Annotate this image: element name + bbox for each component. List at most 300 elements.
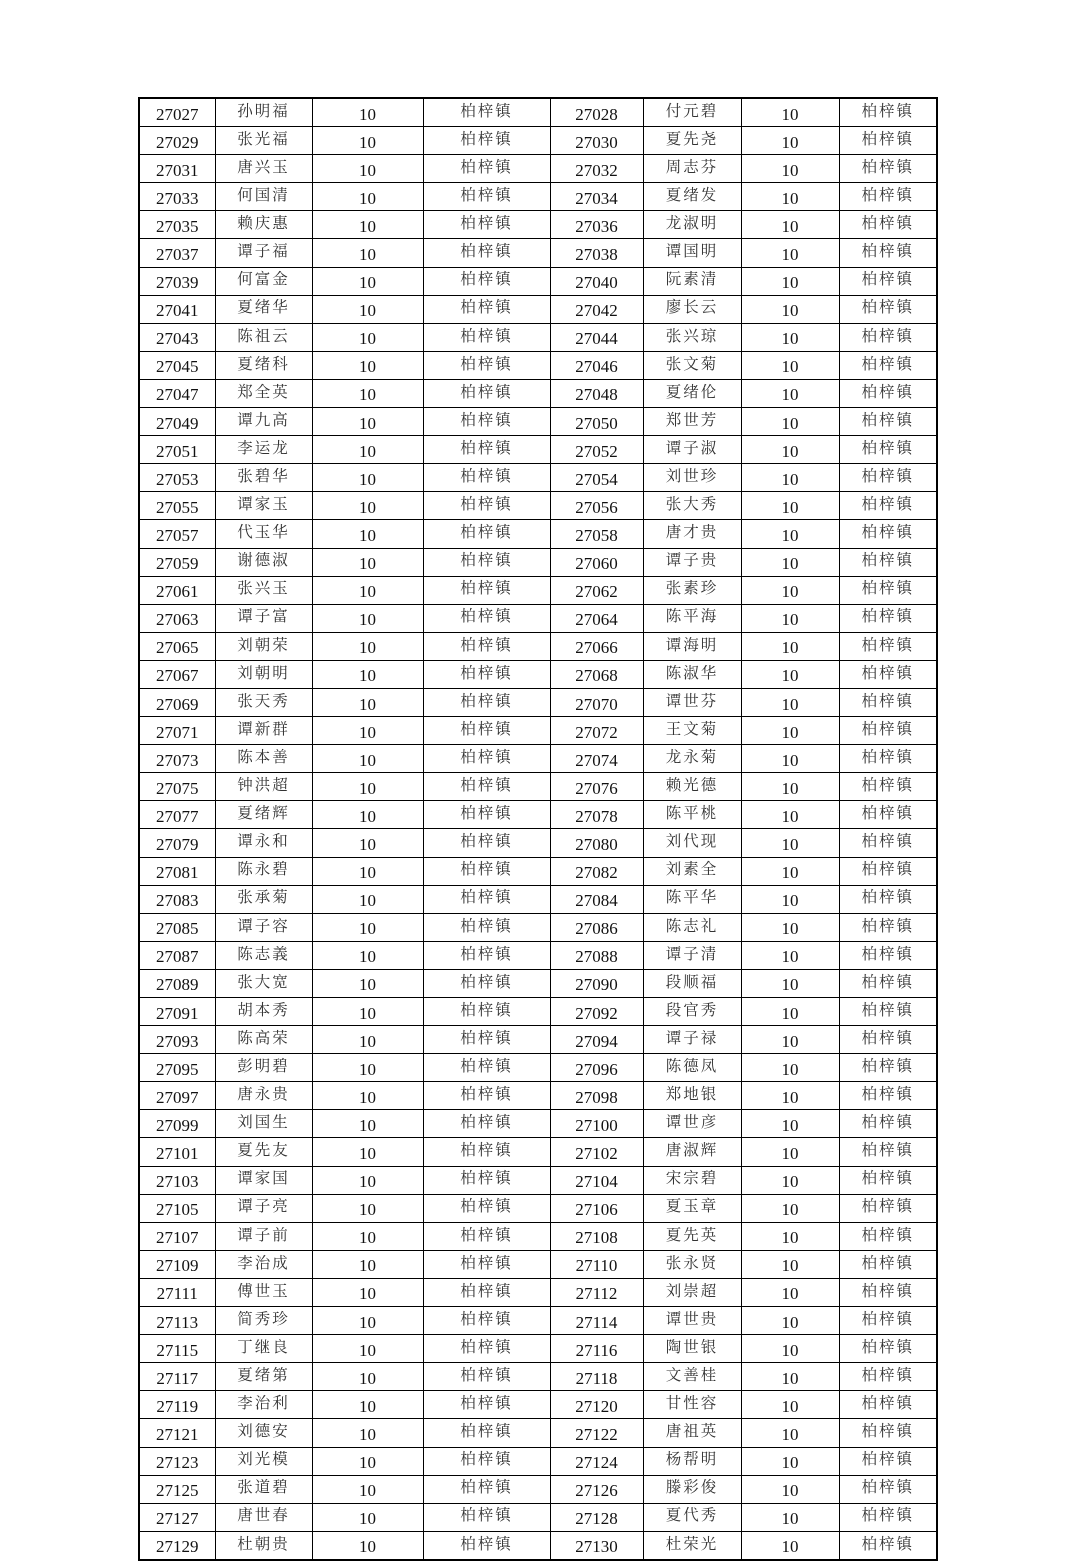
table-row bbox=[139, 1054, 937, 1082]
amount-cell: 10 bbox=[741, 660, 839, 688]
name-cell: 李治成 bbox=[215, 1250, 312, 1278]
town-cell: 柏梓镇 bbox=[423, 436, 550, 464]
table-row bbox=[139, 183, 937, 211]
id-cell: 27123 bbox=[139, 1447, 215, 1475]
id-cell: 27038 bbox=[550, 239, 643, 267]
name-cell: 张大宽 bbox=[215, 969, 312, 997]
name-cell: 何国清 bbox=[215, 183, 312, 211]
table-row bbox=[139, 1307, 937, 1335]
id-cell: 27128 bbox=[550, 1503, 643, 1531]
id-cell: 27099 bbox=[139, 1110, 215, 1138]
id-cell: 27115 bbox=[139, 1335, 215, 1363]
name-cell: 张道碧 bbox=[215, 1475, 312, 1503]
town-cell: 柏梓镇 bbox=[839, 1110, 937, 1138]
town-cell: 柏梓镇 bbox=[839, 520, 937, 548]
town-cell: 柏梓镇 bbox=[839, 1166, 937, 1194]
name-cell: 张光福 bbox=[215, 127, 312, 155]
name-cell: 杨帮明 bbox=[643, 1447, 741, 1475]
table-row bbox=[139, 239, 937, 267]
id-cell: 27079 bbox=[139, 829, 215, 857]
id-cell: 27120 bbox=[550, 1391, 643, 1419]
town-cell: 柏梓镇 bbox=[423, 773, 550, 801]
table-row bbox=[139, 408, 937, 436]
id-cell: 27101 bbox=[139, 1138, 215, 1166]
town-cell: 柏梓镇 bbox=[423, 604, 550, 632]
name-cell: 文善桂 bbox=[643, 1363, 741, 1391]
town-cell: 柏梓镇 bbox=[423, 998, 550, 1026]
id-cell: 27081 bbox=[139, 857, 215, 885]
town-cell: 柏梓镇 bbox=[839, 239, 937, 267]
amount-cell: 10 bbox=[741, 1194, 839, 1222]
id-cell: 27087 bbox=[139, 941, 215, 969]
name-cell: 刘代现 bbox=[643, 829, 741, 857]
id-cell: 27084 bbox=[550, 885, 643, 913]
town-cell: 柏梓镇 bbox=[423, 1447, 550, 1475]
town-cell: 柏梓镇 bbox=[423, 1363, 550, 1391]
name-cell: 彭明碧 bbox=[215, 1054, 312, 1082]
name-cell: 谭世贵 bbox=[643, 1307, 741, 1335]
amount-cell: 10 bbox=[741, 211, 839, 239]
id-cell: 27069 bbox=[139, 688, 215, 716]
id-cell: 27067 bbox=[139, 660, 215, 688]
amount-cell: 10 bbox=[312, 885, 423, 913]
id-cell: 27127 bbox=[139, 1503, 215, 1531]
town-cell: 柏梓镇 bbox=[839, 745, 937, 773]
name-cell: 谭子淑 bbox=[643, 436, 741, 464]
name-cell: 龙淑明 bbox=[643, 211, 741, 239]
name-cell: 钟洪超 bbox=[215, 773, 312, 801]
table-row bbox=[139, 857, 937, 885]
name-cell: 张大秀 bbox=[643, 492, 741, 520]
name-cell: 唐才贵 bbox=[643, 520, 741, 548]
id-cell: 27091 bbox=[139, 998, 215, 1026]
id-cell: 27062 bbox=[550, 576, 643, 604]
id-cell: 27124 bbox=[550, 1447, 643, 1475]
town-cell: 柏梓镇 bbox=[839, 717, 937, 745]
name-cell: 谭子前 bbox=[215, 1222, 312, 1250]
id-cell: 27094 bbox=[550, 1026, 643, 1054]
name-cell: 刘国生 bbox=[215, 1110, 312, 1138]
table-row bbox=[139, 745, 937, 773]
town-cell: 柏梓镇 bbox=[839, 379, 937, 407]
town-cell: 柏梓镇 bbox=[839, 408, 937, 436]
name-cell: 夏绪科 bbox=[215, 351, 312, 379]
amount-cell: 10 bbox=[741, 857, 839, 885]
town-cell: 柏梓镇 bbox=[423, 1475, 550, 1503]
name-cell: 夏代秀 bbox=[643, 1503, 741, 1531]
name-cell: 夏绪华 bbox=[215, 295, 312, 323]
name-cell: 陈祖云 bbox=[215, 323, 312, 351]
town-cell: 柏梓镇 bbox=[423, 688, 550, 716]
town-cell: 柏梓镇 bbox=[423, 801, 550, 829]
town-cell: 柏梓镇 bbox=[839, 155, 937, 183]
id-cell: 27040 bbox=[550, 267, 643, 295]
amount-cell: 10 bbox=[312, 688, 423, 716]
name-cell: 陈平华 bbox=[643, 885, 741, 913]
town-cell: 柏梓镇 bbox=[423, 520, 550, 548]
town-cell: 柏梓镇 bbox=[839, 1054, 937, 1082]
amount-cell: 10 bbox=[741, 239, 839, 267]
id-cell: 27108 bbox=[550, 1222, 643, 1250]
id-cell: 27061 bbox=[139, 576, 215, 604]
id-cell: 27068 bbox=[550, 660, 643, 688]
name-cell: 谭子禄 bbox=[643, 1026, 741, 1054]
amount-cell: 10 bbox=[312, 351, 423, 379]
amount-cell: 10 bbox=[741, 801, 839, 829]
amount-cell: 10 bbox=[312, 1166, 423, 1194]
id-cell: 27096 bbox=[550, 1054, 643, 1082]
table-row bbox=[139, 1335, 937, 1363]
table-row bbox=[139, 98, 937, 127]
name-cell: 唐祖英 bbox=[643, 1419, 741, 1447]
amount-cell: 10 bbox=[312, 604, 423, 632]
id-cell: 27054 bbox=[550, 464, 643, 492]
name-cell: 张永贤 bbox=[643, 1250, 741, 1278]
amount-cell: 10 bbox=[741, 1138, 839, 1166]
name-cell: 陈淑华 bbox=[643, 660, 741, 688]
table-row bbox=[139, 295, 937, 323]
name-cell: 阮素清 bbox=[643, 267, 741, 295]
amount-cell: 10 bbox=[312, 295, 423, 323]
name-cell: 刘世珍 bbox=[643, 464, 741, 492]
id-cell: 27089 bbox=[139, 969, 215, 997]
id-cell: 27113 bbox=[139, 1307, 215, 1335]
id-cell: 27088 bbox=[550, 941, 643, 969]
town-cell: 柏梓镇 bbox=[839, 1391, 937, 1419]
name-cell: 谢德淑 bbox=[215, 548, 312, 576]
amount-cell: 10 bbox=[312, 1222, 423, 1250]
table-row bbox=[139, 379, 937, 407]
name-cell: 谭子亮 bbox=[215, 1194, 312, 1222]
name-cell: 宋宗碧 bbox=[643, 1166, 741, 1194]
name-cell: 唐兴玉 bbox=[215, 155, 312, 183]
amount-cell: 10 bbox=[741, 127, 839, 155]
id-cell: 27031 bbox=[139, 155, 215, 183]
id-cell: 27075 bbox=[139, 773, 215, 801]
town-cell: 柏梓镇 bbox=[839, 1194, 937, 1222]
town-cell: 柏梓镇 bbox=[423, 941, 550, 969]
amount-cell: 10 bbox=[741, 408, 839, 436]
town-cell: 柏梓镇 bbox=[423, 155, 550, 183]
amount-cell: 10 bbox=[312, 1307, 423, 1335]
name-cell: 刘德安 bbox=[215, 1419, 312, 1447]
amount-cell: 10 bbox=[741, 1475, 839, 1503]
amount-cell: 10 bbox=[741, 1166, 839, 1194]
town-cell: 柏梓镇 bbox=[839, 492, 937, 520]
id-cell: 27053 bbox=[139, 464, 215, 492]
id-cell: 27074 bbox=[550, 745, 643, 773]
id-cell: 27111 bbox=[139, 1278, 215, 1306]
name-cell: 段顺福 bbox=[643, 969, 741, 997]
name-cell: 谭世彦 bbox=[643, 1110, 741, 1138]
town-cell: 柏梓镇 bbox=[839, 1419, 937, 1447]
town-cell: 柏梓镇 bbox=[839, 1138, 937, 1166]
id-cell: 27043 bbox=[139, 323, 215, 351]
town-cell: 柏梓镇 bbox=[423, 1531, 550, 1560]
id-cell: 27042 bbox=[550, 295, 643, 323]
table-row bbox=[139, 604, 937, 632]
id-cell: 27039 bbox=[139, 267, 215, 295]
name-cell: 夏绪发 bbox=[643, 183, 741, 211]
amount-cell: 10 bbox=[741, 1307, 839, 1335]
amount-cell: 10 bbox=[312, 998, 423, 1026]
amount-cell: 10 bbox=[741, 98, 839, 127]
table-row bbox=[139, 1194, 937, 1222]
id-cell: 27092 bbox=[550, 998, 643, 1026]
town-cell: 柏梓镇 bbox=[839, 548, 937, 576]
amount-cell: 10 bbox=[312, 1250, 423, 1278]
id-cell: 27119 bbox=[139, 1391, 215, 1419]
id-cell: 27110 bbox=[550, 1250, 643, 1278]
amount-cell: 10 bbox=[312, 941, 423, 969]
name-cell: 谭子富 bbox=[215, 604, 312, 632]
town-cell: 柏梓镇 bbox=[423, 323, 550, 351]
id-cell: 27086 bbox=[550, 913, 643, 941]
table-row bbox=[139, 801, 937, 829]
town-cell: 柏梓镇 bbox=[839, 913, 937, 941]
amount-cell: 10 bbox=[312, 1475, 423, 1503]
town-cell: 柏梓镇 bbox=[839, 969, 937, 997]
id-cell: 27034 bbox=[550, 183, 643, 211]
id-cell: 27049 bbox=[139, 408, 215, 436]
amount-cell: 10 bbox=[741, 829, 839, 857]
id-cell: 27047 bbox=[139, 379, 215, 407]
town-cell: 柏梓镇 bbox=[423, 379, 550, 407]
name-cell: 张兴玉 bbox=[215, 576, 312, 604]
amount-cell: 10 bbox=[741, 1335, 839, 1363]
amount-cell: 10 bbox=[741, 745, 839, 773]
amount-cell: 10 bbox=[741, 351, 839, 379]
amount-cell: 10 bbox=[741, 1447, 839, 1475]
name-cell: 甘性容 bbox=[643, 1391, 741, 1419]
amount-cell: 10 bbox=[312, 464, 423, 492]
amount-cell: 10 bbox=[741, 688, 839, 716]
id-cell: 27112 bbox=[550, 1278, 643, 1306]
town-cell: 柏梓镇 bbox=[423, 1194, 550, 1222]
name-cell: 陈高荣 bbox=[215, 1026, 312, 1054]
town-cell: 柏梓镇 bbox=[423, 127, 550, 155]
id-cell: 27037 bbox=[139, 239, 215, 267]
name-cell: 夏绪伦 bbox=[643, 379, 741, 407]
amount-cell: 10 bbox=[741, 379, 839, 407]
name-cell: 郑全英 bbox=[215, 379, 312, 407]
town-cell: 柏梓镇 bbox=[839, 857, 937, 885]
name-cell: 孙明福 bbox=[215, 98, 312, 127]
amount-cell: 10 bbox=[312, 520, 423, 548]
table-row bbox=[139, 1503, 937, 1531]
amount-cell: 10 bbox=[741, 998, 839, 1026]
amount-cell: 10 bbox=[312, 632, 423, 660]
name-cell: 郑地银 bbox=[643, 1082, 741, 1110]
amount-cell: 10 bbox=[312, 660, 423, 688]
id-cell: 27118 bbox=[550, 1363, 643, 1391]
name-cell: 谭海明 bbox=[643, 632, 741, 660]
town-cell: 柏梓镇 bbox=[839, 773, 937, 801]
name-cell: 张文菊 bbox=[643, 351, 741, 379]
id-cell: 27100 bbox=[550, 1110, 643, 1138]
town-cell: 柏梓镇 bbox=[423, 660, 550, 688]
id-cell: 27064 bbox=[550, 604, 643, 632]
table-row bbox=[139, 548, 937, 576]
town-cell: 柏梓镇 bbox=[423, 885, 550, 913]
id-cell: 27051 bbox=[139, 436, 215, 464]
name-cell: 谭子清 bbox=[643, 941, 741, 969]
table-row bbox=[139, 1419, 937, 1447]
table-row bbox=[139, 1278, 937, 1306]
table-row bbox=[139, 1166, 937, 1194]
amount-cell: 10 bbox=[741, 885, 839, 913]
id-cell: 27090 bbox=[550, 969, 643, 997]
amount-cell: 10 bbox=[312, 98, 423, 127]
id-cell: 27036 bbox=[550, 211, 643, 239]
town-cell: 柏梓镇 bbox=[839, 1250, 937, 1278]
id-cell: 27058 bbox=[550, 520, 643, 548]
name-cell: 张碧华 bbox=[215, 464, 312, 492]
amount-cell: 10 bbox=[312, 1335, 423, 1363]
amount-cell: 10 bbox=[741, 1278, 839, 1306]
name-cell: 龙永菊 bbox=[643, 745, 741, 773]
table-row bbox=[139, 436, 937, 464]
name-cell: 刘崇超 bbox=[643, 1278, 741, 1306]
id-cell: 27095 bbox=[139, 1054, 215, 1082]
amount-cell: 10 bbox=[312, 1138, 423, 1166]
amount-cell: 10 bbox=[741, 1250, 839, 1278]
amount-cell: 10 bbox=[312, 548, 423, 576]
town-cell: 柏梓镇 bbox=[839, 632, 937, 660]
name-cell: 唐永贵 bbox=[215, 1082, 312, 1110]
amount-cell: 10 bbox=[312, 1082, 423, 1110]
amount-cell: 10 bbox=[312, 379, 423, 407]
name-cell: 张承菊 bbox=[215, 885, 312, 913]
town-cell: 柏梓镇 bbox=[839, 998, 937, 1026]
name-cell: 胡本秀 bbox=[215, 998, 312, 1026]
amount-cell: 10 bbox=[312, 1391, 423, 1419]
name-cell: 夏先尧 bbox=[643, 127, 741, 155]
town-cell: 柏梓镇 bbox=[423, 295, 550, 323]
id-cell: 27085 bbox=[139, 913, 215, 941]
table-row bbox=[139, 520, 937, 548]
amount-cell: 10 bbox=[312, 408, 423, 436]
town-cell: 柏梓镇 bbox=[423, 969, 550, 997]
name-cell: 夏绪辉 bbox=[215, 801, 312, 829]
town-cell: 柏梓镇 bbox=[423, 408, 550, 436]
town-cell: 柏梓镇 bbox=[839, 604, 937, 632]
table-row bbox=[139, 267, 937, 295]
id-cell: 27035 bbox=[139, 211, 215, 239]
name-cell: 陈永碧 bbox=[215, 857, 312, 885]
town-cell: 柏梓镇 bbox=[839, 829, 937, 857]
name-cell: 谭子福 bbox=[215, 239, 312, 267]
id-cell: 27060 bbox=[550, 548, 643, 576]
id-cell: 27057 bbox=[139, 520, 215, 548]
name-cell: 张素珍 bbox=[643, 576, 741, 604]
town-cell: 柏梓镇 bbox=[839, 1363, 937, 1391]
name-cell: 何富金 bbox=[215, 267, 312, 295]
town-cell: 柏梓镇 bbox=[423, 745, 550, 773]
id-cell: 27041 bbox=[139, 295, 215, 323]
amount-cell: 10 bbox=[741, 1110, 839, 1138]
id-cell: 27098 bbox=[550, 1082, 643, 1110]
name-cell: 陈平桃 bbox=[643, 801, 741, 829]
id-cell: 27077 bbox=[139, 801, 215, 829]
table-row bbox=[139, 1447, 937, 1475]
table-row bbox=[139, 913, 937, 941]
table-row bbox=[139, 1082, 937, 1110]
table-row bbox=[139, 632, 937, 660]
amount-cell: 10 bbox=[312, 576, 423, 604]
town-cell: 柏梓镇 bbox=[423, 211, 550, 239]
id-cell: 27097 bbox=[139, 1082, 215, 1110]
name-cell: 赖庆惠 bbox=[215, 211, 312, 239]
table-row bbox=[139, 1391, 937, 1419]
table-row bbox=[139, 1475, 937, 1503]
town-cell: 柏梓镇 bbox=[839, 351, 937, 379]
amount-cell: 10 bbox=[312, 1503, 423, 1531]
name-cell: 李运龙 bbox=[215, 436, 312, 464]
name-cell: 张兴琼 bbox=[643, 323, 741, 351]
town-cell: 柏梓镇 bbox=[839, 464, 937, 492]
town-cell: 柏梓镇 bbox=[423, 1222, 550, 1250]
amount-cell: 10 bbox=[312, 267, 423, 295]
town-cell: 柏梓镇 bbox=[839, 127, 937, 155]
amount-cell: 10 bbox=[741, 717, 839, 745]
amount-cell: 10 bbox=[741, 1026, 839, 1054]
id-cell: 27066 bbox=[550, 632, 643, 660]
table-row bbox=[139, 155, 937, 183]
town-cell: 柏梓镇 bbox=[839, 267, 937, 295]
id-cell: 27048 bbox=[550, 379, 643, 407]
town-cell: 柏梓镇 bbox=[839, 1447, 937, 1475]
id-cell: 27106 bbox=[550, 1194, 643, 1222]
amount-cell: 10 bbox=[741, 773, 839, 801]
id-cell: 27102 bbox=[550, 1138, 643, 1166]
name-cell: 刘朝明 bbox=[215, 660, 312, 688]
name-cell: 王文菊 bbox=[643, 717, 741, 745]
table-row bbox=[139, 998, 937, 1026]
id-cell: 27082 bbox=[550, 857, 643, 885]
name-cell: 杜朝贵 bbox=[215, 1531, 312, 1560]
id-cell: 27080 bbox=[550, 829, 643, 857]
town-cell: 柏梓镇 bbox=[423, 913, 550, 941]
id-cell: 27028 bbox=[550, 98, 643, 127]
id-cell: 27129 bbox=[139, 1531, 215, 1560]
amount-cell: 10 bbox=[741, 1082, 839, 1110]
name-cell: 代玉华 bbox=[215, 520, 312, 548]
town-cell: 柏梓镇 bbox=[839, 1475, 937, 1503]
town-cell: 柏梓镇 bbox=[423, 1054, 550, 1082]
id-cell: 27071 bbox=[139, 717, 215, 745]
town-cell: 柏梓镇 bbox=[423, 829, 550, 857]
name-cell: 夏玉章 bbox=[643, 1194, 741, 1222]
amount-cell: 10 bbox=[312, 1110, 423, 1138]
amount-cell: 10 bbox=[312, 857, 423, 885]
table-row bbox=[139, 688, 937, 716]
town-cell: 柏梓镇 bbox=[839, 885, 937, 913]
name-cell: 刘素全 bbox=[643, 857, 741, 885]
amount-cell: 10 bbox=[741, 1363, 839, 1391]
table-row bbox=[139, 576, 937, 604]
amount-cell: 10 bbox=[741, 464, 839, 492]
town-cell: 柏梓镇 bbox=[423, 576, 550, 604]
town-cell: 柏梓镇 bbox=[839, 801, 937, 829]
id-cell: 27125 bbox=[139, 1475, 215, 1503]
town-cell: 柏梓镇 bbox=[423, 1503, 550, 1531]
table-row bbox=[139, 717, 937, 745]
town-cell: 柏梓镇 bbox=[423, 1138, 550, 1166]
town-cell: 柏梓镇 bbox=[839, 1278, 937, 1306]
id-cell: 27117 bbox=[139, 1363, 215, 1391]
town-cell: 柏梓镇 bbox=[839, 1335, 937, 1363]
